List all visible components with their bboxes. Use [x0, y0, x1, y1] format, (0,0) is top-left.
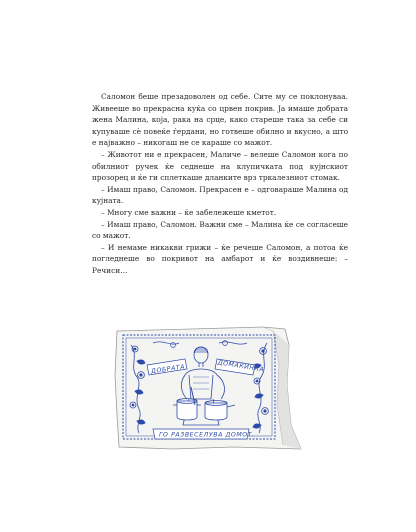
paragraph-5: – Имаш право, Саломон. Важни сме – Малина ќе се согласеше со мажот. [92, 219, 348, 241]
paragraph-1: Саломон беше презадоволен од себе. Сите му се поклонуваа. Живееше во прекрасна куќа со црвен покрив. Ја имаше добрата жена Малина, која, рака на срце, како стареше така за себе си купуваше сè повеќе ѓердани, но готвеше обилно и вкусно, а што е најважно – никогаш не се караше со мажот. [92, 92, 348, 148]
embroidered-cloth-illustration [113, 325, 305, 453]
embroidery-text-right: ДОМАЌИНКА [217, 359, 265, 374]
embroidery-text-left: ДОБРАТА [150, 363, 186, 376]
embroidery-text-bottom: ГО РАЗВЕСЕЛУВА ДОМОТ. [159, 431, 255, 439]
paragraph-4: – Многу сме важни – ќе забележеше кметот. [101, 207, 277, 217]
paragraph-3: – Имаш право, Саломон. Прекрасен е – одговараше Малина од кујната. [92, 184, 348, 206]
paragraph-2: – Животот ни е прекрасен, Маличе – велеше Саломон кога по обилниот ручек ќе седнеше на клупичката под кујнскиот прозорец и ќе ги сплеткаше дланките врз тркалезниот стомак. [92, 149, 348, 183]
paragraph-6: – И немаме никакви грижи – ќе речеше Саломон, а потоа ќе погледнеше во покривот на амбарот и ќе воздивнеше: – Речиси… [92, 242, 348, 275]
story-text [92, 91, 348, 277]
